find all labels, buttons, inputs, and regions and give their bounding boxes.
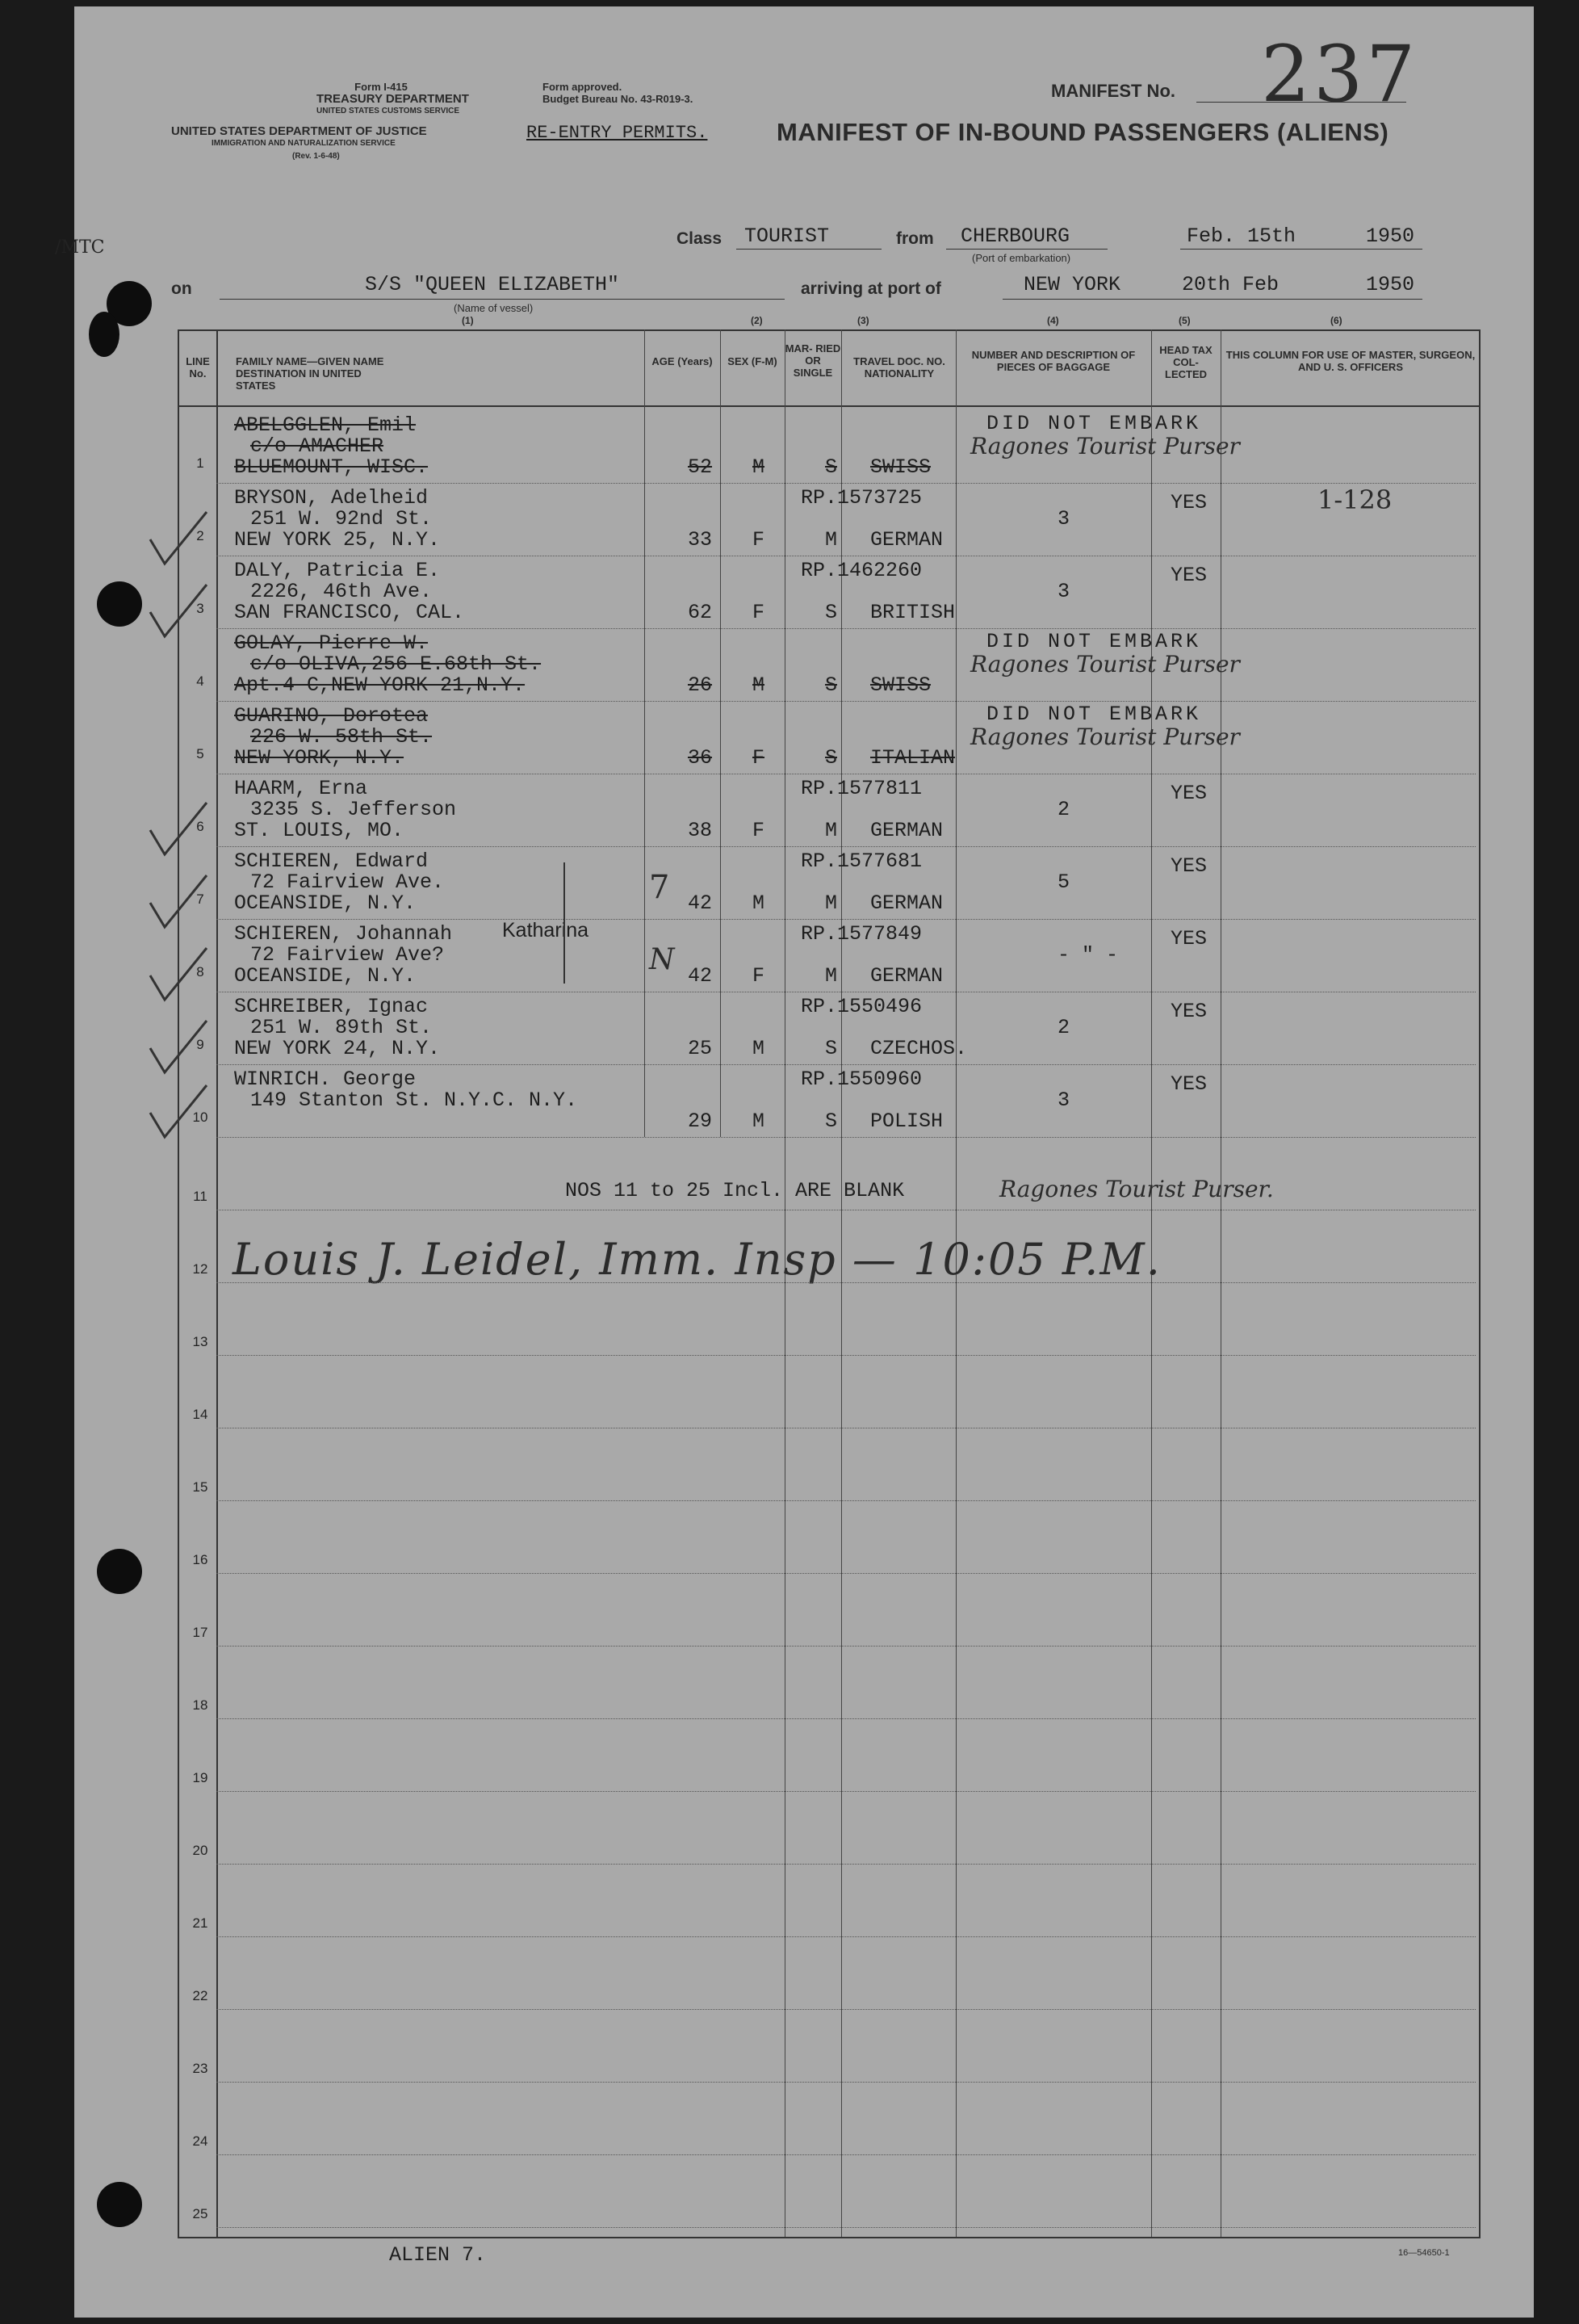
- passenger-nationality: CZECHOS.: [870, 1037, 968, 1060]
- col-num-2: (2): [751, 315, 763, 326]
- reentry-permits: RE-ENTRY PERMITS.: [526, 123, 708, 143]
- arriving-label: arriving at port of: [801, 279, 941, 298]
- line-number: 6: [196, 819, 204, 834]
- baggage-count: 3: [1058, 1089, 1070, 1112]
- passenger-address-2: OCEANSIDE, N.Y.: [234, 891, 417, 915]
- check-mark: [147, 1016, 212, 1080]
- vessel-underline: [220, 299, 785, 300]
- passenger-nationality: BRITISH: [870, 601, 956, 624]
- passenger-nationality: POLISH: [870, 1110, 944, 1133]
- form-number: Form I-415: [354, 81, 408, 93]
- line-number: 1: [196, 455, 204, 471]
- col-header-sex: SEX (F-M): [727, 355, 777, 367]
- from-underline: [946, 249, 1108, 250]
- passenger-sex: F: [752, 528, 765, 552]
- row-separator: [216, 846, 1476, 847]
- manifest-label: MANIFEST No.: [1051, 81, 1175, 101]
- row-separator: [216, 1936, 1476, 1937]
- passenger-name: SCHREIBER, Ignac: [234, 995, 429, 1018]
- check-mark: [147, 943, 212, 1008]
- bracket-mark: [563, 862, 565, 984]
- passenger-address-1: 3235 S. Jefferson: [250, 798, 457, 821]
- travel-doc-number: RP.1550960: [801, 1068, 923, 1091]
- ins-label: IMMIGRATION AND NATURALIZATION SERVICE: [212, 139, 396, 148]
- col-header-age: AGE (Years): [651, 355, 713, 367]
- passenger-age: 26: [688, 673, 713, 697]
- purser-signature: Ragones Tourist Purser.: [999, 1176, 1274, 1202]
- passenger-age: 29: [688, 1110, 713, 1133]
- passenger-address-1: c/o OLIVA,256 E.68th St.: [250, 652, 542, 676]
- line-number: 23: [192, 2061, 208, 2076]
- baggage-count: 2: [1058, 798, 1070, 821]
- line-number: 14: [192, 1407, 208, 1422]
- passenger-sex: F: [752, 964, 765, 988]
- punch-hole: [97, 2182, 142, 2227]
- passenger-address-1: 72 Fairview Ave.: [250, 870, 445, 894]
- col-divider: [644, 329, 645, 1137]
- embark-remark: DID NOT EMBARK: [986, 630, 1202, 653]
- baggage-count: 3: [1058, 580, 1070, 603]
- col-header-married: MAR- RIED OR SINGLE: [785, 342, 841, 379]
- head-tax-collected: YES: [1171, 1072, 1208, 1096]
- passenger-address-2: SAN FRANCISCO, CAL.: [234, 601, 465, 624]
- line-number: 25: [192, 2206, 208, 2221]
- travel-doc-number: RP.1577681: [801, 849, 923, 873]
- passenger-age: 42: [688, 964, 713, 988]
- page-title: MANIFEST OF IN-BOUND PASSENGERS (ALIENS): [777, 118, 1389, 146]
- customs-service: UNITED STATES CUSTOMS SERVICE: [316, 107, 460, 115]
- header-left: [316, 81, 469, 117]
- purser-signature: Ragones Tourist Purser: [970, 724, 1240, 750]
- row-separator: [216, 1718, 1476, 1719]
- line-number: 13: [192, 1334, 208, 1349]
- row-separator: [216, 1573, 1476, 1574]
- punch-hole: [89, 312, 119, 357]
- purser-signature: Ragones Tourist Purser: [970, 433, 1240, 459]
- embark-remark: DID NOT EMBARK: [986, 703, 1202, 726]
- baggage-count: 2: [1058, 1016, 1070, 1039]
- passenger-nationality: ITALIAN: [870, 746, 956, 770]
- check-mark: [147, 507, 212, 572]
- baggage-count: 5: [1058, 870, 1070, 894]
- passenger-nationality: GERMAN: [870, 819, 944, 842]
- passenger-marital-status: S: [825, 1110, 838, 1133]
- line-number: 21: [192, 1915, 208, 1931]
- passenger-age: 36: [688, 746, 713, 770]
- row-separator: [216, 1646, 1476, 1647]
- head-tax-collected: YES: [1171, 564, 1208, 587]
- passenger-marital-status: M: [825, 819, 838, 842]
- head-tax-collected: YES: [1171, 927, 1208, 950]
- passenger-address-1: 72 Fairview Ave?: [250, 943, 445, 967]
- port-embark-note: (Port of embarkation): [972, 252, 1071, 264]
- passenger-address-1: 226 W. 58th St.: [250, 725, 433, 749]
- line-number: 3: [196, 601, 204, 616]
- passenger-address-1: 251 W. 92nd St.: [250, 507, 433, 531]
- row-separator: [216, 2009, 1476, 2010]
- passenger-nationality: GERMAN: [870, 964, 944, 988]
- row-separator: [216, 1864, 1476, 1865]
- check-mark: [147, 580, 212, 644]
- passenger-name: GOLAY, Pierre W.: [234, 631, 429, 655]
- row-separator: [216, 1500, 1476, 1501]
- passenger-address-1: 251 W. 89th St.: [250, 1016, 433, 1039]
- line-number: 5: [196, 746, 204, 761]
- row-separator: [216, 701, 1476, 702]
- head-tax-collected: YES: [1171, 854, 1208, 878]
- passenger-marital-status: S: [825, 673, 838, 697]
- col-header-officers: THIS COLUMN FOR USE OF MASTER, SURGEON, AND U. S. OFFICERS: [1225, 349, 1476, 373]
- passenger-address-2: OCEANSIDE, N.Y.: [234, 964, 417, 988]
- passenger-address-2: ST. LOUIS, MO.: [234, 819, 404, 842]
- passenger-address-1: c/o AMACHER: [250, 434, 384, 458]
- line-number: 20: [192, 1843, 208, 1858]
- passenger-sex: M: [752, 1110, 765, 1133]
- passenger-name: SCHIEREN, Johannah: [234, 922, 453, 946]
- passenger-sex: M: [752, 673, 765, 697]
- passenger-name: DALY, Patricia E.: [234, 559, 441, 582]
- line-number: 16: [192, 1552, 208, 1567]
- alien-page-number: ALIEN 7.: [389, 2243, 487, 2267]
- baggage-count: 3: [1058, 507, 1070, 531]
- line-number: 10: [192, 1110, 208, 1125]
- passenger-age: 25: [688, 1037, 713, 1060]
- passenger-age: 62: [688, 601, 713, 624]
- passenger-nationality: SWISS: [870, 455, 932, 479]
- row-separator: [216, 1355, 1476, 1356]
- arrival-port: NEW YORK: [1024, 273, 1121, 296]
- line-number: 17: [192, 1625, 208, 1640]
- line-number: 19: [192, 1770, 208, 1785]
- age-correction-n: N: [649, 943, 675, 976]
- line-number: 22: [192, 1988, 208, 2003]
- row-separator: [216, 2154, 1476, 2155]
- travel-doc-number: RP.1577811: [801, 777, 923, 800]
- passenger-age: 33: [688, 528, 713, 552]
- punch-hole: [97, 1549, 142, 1594]
- treasury-dept: TREASURY DEPARTMENT: [316, 92, 469, 106]
- passenger-sex: M: [752, 1037, 765, 1060]
- passenger-sex: F: [752, 746, 765, 770]
- col-header-line: LINE No.: [186, 355, 210, 380]
- passenger-age: 52: [688, 455, 713, 479]
- passenger-marital-status: S: [825, 601, 838, 624]
- passenger-sex: F: [752, 819, 765, 842]
- line-number: 2: [196, 528, 204, 543]
- row-separator: [216, 1282, 1476, 1283]
- head-tax-collected: YES: [1171, 782, 1208, 805]
- check-mark: [147, 798, 212, 862]
- row-separator: [216, 2227, 1476, 2228]
- passenger-sex: M: [752, 455, 765, 479]
- passenger-marital-status: S: [825, 455, 838, 479]
- from-label: from: [896, 229, 934, 248]
- depart-date: Feb. 15th: [1187, 224, 1296, 248]
- check-mark: [147, 870, 212, 935]
- passenger-address-2: Apt.4 C,NEW YORK 21,N.Y.: [234, 673, 526, 697]
- class-value: TOURIST: [744, 224, 830, 248]
- row-separator: [216, 1791, 1476, 1792]
- rev-date: (Rev. 1-6-48): [292, 152, 340, 161]
- col-divider: [720, 329, 721, 1137]
- col-header-headtax: HEAD TAX COL- LECTED: [1159, 344, 1213, 380]
- passenger-marital-status: M: [825, 964, 838, 988]
- row-separator: [216, 919, 1476, 920]
- passenger-address-2: NEW YORK, N.Y.: [234, 746, 404, 770]
- baggage-count: - " -: [1058, 943, 1119, 967]
- line-number: 8: [196, 964, 204, 980]
- col-header-travel: TRAVEL DOC. NO. NATIONALITY: [853, 355, 945, 380]
- class-underline: [736, 249, 882, 250]
- passenger-name: BRYSON, Adelheid: [234, 486, 429, 510]
- travel-doc-number: RP.1577849: [801, 922, 923, 946]
- approved-label: Form approved.: [542, 81, 622, 93]
- row-separator: [216, 628, 1476, 629]
- line-number: 15: [192, 1479, 208, 1495]
- arrival-year: 1950: [1366, 273, 1415, 296]
- passenger-name: SCHIEREN, Edward: [234, 849, 429, 873]
- travel-doc-number: RP.1462260: [801, 559, 923, 582]
- passenger-address-2: NEW YORK 24, N.Y.: [234, 1037, 441, 1060]
- inspector-signature: Louis J. Leidel, Imm. Insp — 10:05 P.M.: [232, 1234, 1162, 1285]
- col-header-baggage: NUMBER AND DESCRIPTION OF PIECES OF BAGGAGE: [971, 349, 1136, 373]
- approval-note: [542, 81, 693, 105]
- arrival-date: 20th Feb: [1182, 273, 1280, 296]
- justice-dept: UNITED STATES DEPARTMENT OF JUSTICE: [171, 124, 427, 138]
- travel-doc-number: RP.1550496: [801, 995, 923, 1018]
- officer-note: 1-128: [1317, 485, 1393, 515]
- col-header-name: FAMILY NAME—GIVEN NAME DESTINATION IN UNITED STATES: [236, 355, 384, 392]
- passenger-nationality: GERMAN: [870, 891, 944, 915]
- head-tax-collected: YES: [1171, 1000, 1208, 1023]
- punch-hole: [97, 581, 142, 627]
- passenger-marital-status: M: [825, 891, 838, 915]
- passenger-name: HAARM, Erna: [234, 777, 368, 800]
- form-print-code: 16—54650-1: [1398, 2248, 1450, 2258]
- header-rule: [178, 405, 1479, 407]
- from-value: CHERBOURG: [961, 224, 1070, 248]
- passenger-name: GUARINO, Dorotea: [234, 704, 429, 728]
- line-number: 9: [196, 1037, 204, 1052]
- passenger-age: 38: [688, 819, 713, 842]
- passenger-marital-status: S: [825, 1037, 838, 1060]
- row-separator: [216, 483, 1476, 484]
- row-separator: [216, 2082, 1476, 2083]
- line-number: 4: [196, 673, 204, 689]
- passenger-sex: M: [752, 891, 765, 915]
- line-number: 11: [193, 1189, 207, 1204]
- head-tax-collected: YES: [1171, 491, 1208, 514]
- passenger-address-1: 2226, 46th Ave.: [250, 580, 433, 603]
- vessel-note: (Name of vessel): [454, 302, 534, 314]
- row-separator: [216, 1064, 1476, 1065]
- passenger-nationality: SWISS: [870, 673, 932, 697]
- col-num-5: (5): [1179, 315, 1191, 326]
- depart-year: 1950: [1366, 224, 1415, 248]
- embark-remark: DID NOT EMBARK: [986, 412, 1202, 435]
- age-correction-7: 7: [649, 869, 670, 906]
- passenger-address-1: 149 Stanton St. N.Y.C. N.Y.: [250, 1089, 578, 1112]
- travel-doc-number: RP.1573725: [801, 486, 923, 510]
- passenger-name: WINRICH. George: [234, 1068, 417, 1091]
- arrival-underline: [1003, 299, 1422, 300]
- passenger-nationality: GERMAN: [870, 528, 944, 552]
- col-num-1: (1): [462, 315, 474, 326]
- col-num-6: (6): [1330, 315, 1342, 326]
- vessel-name: S/S "QUEEN ELIZABETH": [365, 273, 620, 296]
- line-number: 7: [196, 891, 204, 907]
- passenger-marital-status: S: [825, 746, 838, 770]
- passenger-age: 42: [688, 891, 713, 915]
- purser-signature: Ragones Tourist Purser: [970, 651, 1240, 677]
- passenger-address-2: NEW YORK 25, N.Y.: [234, 528, 441, 552]
- blank-lines-note: NOS 11 to 25 Incl. ARE BLANK: [565, 1179, 905, 1202]
- line-number: 24: [192, 2133, 208, 2149]
- on-label: on: [171, 279, 192, 298]
- line-number: 18: [192, 1697, 208, 1713]
- passenger-sex: F: [752, 601, 765, 624]
- row-8-extra-name: Katharina: [502, 919, 589, 942]
- col-num-4: (4): [1047, 315, 1059, 326]
- col-divider: [216, 329, 218, 2237]
- manifest-page: [55, 6, 1534, 2318]
- manifest-number: 237: [1261, 29, 1419, 120]
- passenger-marital-status: M: [825, 528, 838, 552]
- passenger-address-2: BLUEMOUNT, WISC.: [234, 455, 429, 479]
- col-num-3: (3): [857, 315, 869, 326]
- mtc-mark: /MTC: [55, 237, 105, 258]
- class-label: Class: [676, 229, 722, 248]
- passenger-name: ABELGGLEN, Emil: [234, 413, 417, 437]
- date-underline: [1180, 249, 1422, 250]
- check-mark: [147, 1080, 212, 1145]
- row-separator: [216, 1137, 1476, 1138]
- budget-bureau: Budget Bureau No. 43-R019-3.: [542, 93, 693, 105]
- line-number: 12: [192, 1261, 208, 1277]
